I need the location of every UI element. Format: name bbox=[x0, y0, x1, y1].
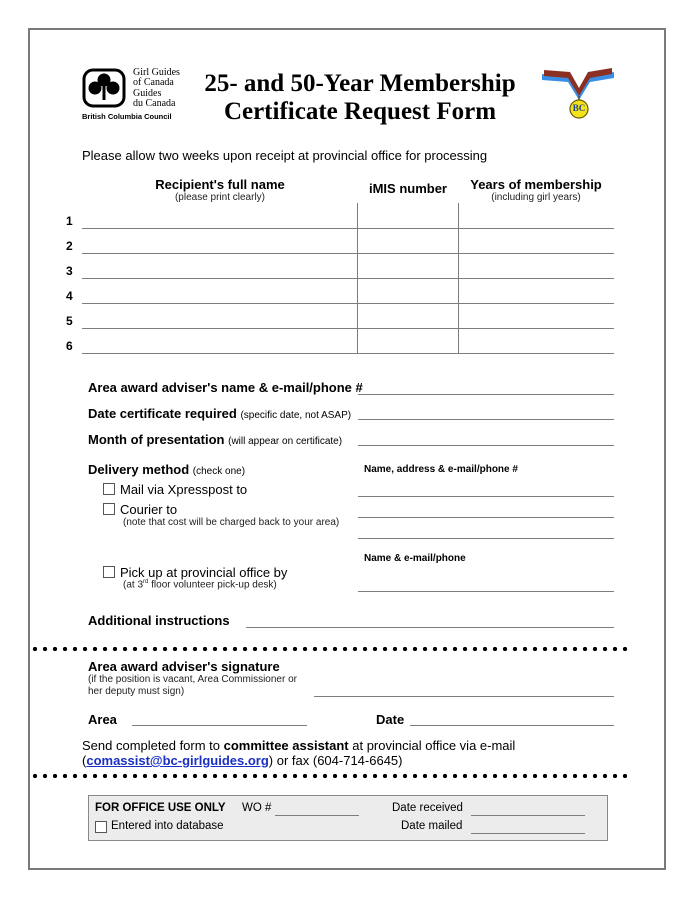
fax-text: ) or fax (604-714-6645) bbox=[268, 753, 403, 768]
entered-database-checkbox[interactable] bbox=[95, 821, 107, 833]
row-number: 3 bbox=[66, 264, 73, 278]
column-header-years bbox=[458, 177, 614, 203]
imis-number-input[interactable] bbox=[358, 253, 458, 254]
wo-label: WO # bbox=[242, 802, 272, 814]
imis-number-input[interactable] bbox=[358, 303, 458, 304]
years-membership-input[interactable] bbox=[459, 253, 614, 254]
column-header-label: Recipient's full name bbox=[155, 177, 285, 192]
month-text: Month of presentation bbox=[88, 432, 225, 447]
send-line-2 bbox=[82, 753, 515, 768]
office-use-box bbox=[88, 795, 608, 841]
month-input[interactable] bbox=[358, 445, 614, 446]
date-mailed-input[interactable] bbox=[471, 833, 585, 834]
years-membership-input[interactable] bbox=[459, 353, 614, 354]
recipient-name-input[interactable] bbox=[82, 328, 357, 329]
delivery-note: (check one) bbox=[192, 466, 246, 477]
column-header-label: Years of membership bbox=[470, 177, 602, 192]
date-required-note: (specific date, not ASAP) bbox=[240, 410, 352, 421]
date-required-input[interactable] bbox=[358, 419, 614, 420]
delivery-right-header-1: Name, address & e-mail/phone # bbox=[364, 464, 518, 475]
entered-database-label: Entered into database bbox=[111, 820, 224, 832]
trefoil-icon bbox=[82, 68, 126, 108]
org-name-line: Girl Guides bbox=[133, 67, 180, 78]
send-post: at provincial office via e-mail bbox=[348, 738, 516, 753]
org-name-line: du Canada bbox=[133, 98, 176, 109]
imis-number-input[interactable] bbox=[358, 353, 458, 354]
date-mailed-label: Date mailed bbox=[401, 820, 463, 832]
row-number: 5 bbox=[66, 314, 73, 328]
adviser-label: Area award adviser's name & e-mail/phone # bbox=[88, 380, 363, 395]
date-required-label bbox=[88, 406, 351, 421]
column-header-sub: (please print clearly) bbox=[174, 192, 266, 203]
intro-text: Please allow two weeks upon receipt at provincial office for processing bbox=[82, 148, 488, 163]
courier-checkbox[interactable] bbox=[103, 503, 115, 515]
send-instructions bbox=[82, 738, 515, 768]
recipient-name-input[interactable] bbox=[82, 278, 357, 279]
years-membership-input[interactable] bbox=[459, 328, 614, 329]
area-label: Area bbox=[88, 712, 117, 727]
recipient-name-input[interactable] bbox=[82, 228, 357, 229]
date-received-input[interactable] bbox=[471, 815, 585, 816]
imis-number-input[interactable] bbox=[358, 328, 458, 329]
column-header-name bbox=[110, 177, 330, 203]
dotted-divider bbox=[30, 646, 628, 652]
imis-number-input[interactable] bbox=[358, 278, 458, 279]
mail-checkbox[interactable] bbox=[103, 483, 115, 495]
row-number: 4 bbox=[66, 289, 73, 303]
page-title bbox=[190, 70, 530, 126]
send-recipient: committee assistant bbox=[223, 738, 349, 753]
council-name: British Columbia Council bbox=[82, 112, 172, 121]
recipient-name-input[interactable] bbox=[82, 303, 357, 304]
delivery-address-input-3[interactable] bbox=[358, 538, 614, 539]
delivery-address-input-1[interactable] bbox=[358, 496, 614, 497]
pickup-option-label: Pick up at provincial office by bbox=[120, 565, 288, 580]
office-title: FOR OFFICE USE ONLY bbox=[95, 802, 226, 814]
org-name-line: of Canada bbox=[133, 77, 174, 88]
recipient-name-input[interactable] bbox=[82, 353, 357, 354]
date-received-label: Date received bbox=[392, 802, 463, 814]
date-label: Date bbox=[376, 712, 405, 727]
month-note: (will appear on certificate) bbox=[228, 436, 343, 447]
signature-input[interactable] bbox=[314, 696, 614, 697]
delivery-text: Delivery method bbox=[88, 462, 190, 477]
pickup-note-pre: (at 3 bbox=[123, 579, 144, 591]
org-name-line: Guides bbox=[133, 88, 162, 99]
column-header-imis: iMIS number bbox=[368, 181, 447, 196]
years-membership-input[interactable] bbox=[459, 228, 614, 229]
years-membership-input[interactable] bbox=[459, 303, 614, 304]
pickup-note-post: floor volunteer pick-up desk) bbox=[148, 579, 277, 591]
recipient-name-input[interactable] bbox=[82, 253, 357, 254]
years-membership-input[interactable] bbox=[459, 278, 614, 279]
row-number: 2 bbox=[66, 239, 73, 253]
dotted-divider bbox=[30, 773, 628, 779]
date-required-text: Date certificate required bbox=[88, 406, 237, 421]
send-paren: ( bbox=[82, 753, 87, 768]
email-link[interactable]: comassist@bc-girlguides.org bbox=[86, 753, 269, 768]
send-pre: Send completed form to bbox=[82, 738, 224, 753]
pickup-note-sup: rd bbox=[143, 579, 149, 585]
adviser-input[interactable] bbox=[358, 394, 614, 395]
pickup-note bbox=[123, 579, 277, 590]
column-header-sub: (including girl years) bbox=[491, 192, 581, 203]
imis-number-input[interactable] bbox=[358, 228, 458, 229]
send-line-1 bbox=[82, 738, 515, 753]
courier-note: (note that cost will be charged back to your area) bbox=[123, 517, 340, 528]
additional-input[interactable] bbox=[246, 627, 614, 628]
delivery-label bbox=[88, 462, 245, 477]
title-line-1: 25- and 50-Year Membership bbox=[204, 70, 516, 97]
mail-option-label: Mail via Xpresspost to bbox=[120, 482, 248, 497]
title-line-2: Certificate Request Form bbox=[223, 98, 497, 125]
signature-label: Area award adviser's signature bbox=[88, 659, 280, 674]
pickup-contact-input[interactable] bbox=[358, 591, 614, 592]
row-number: 1 bbox=[66, 214, 73, 228]
signature-note-1: (if the position is vacant, Area Commissioner or bbox=[88, 674, 297, 685]
courier-option-label: Courier to bbox=[120, 502, 178, 517]
pickup-checkbox[interactable] bbox=[103, 566, 115, 578]
date-input[interactable] bbox=[410, 725, 614, 726]
signature-note-2: her deputy must sign) bbox=[88, 686, 185, 697]
row-number: 6 bbox=[66, 339, 73, 353]
bc-medal-logo bbox=[540, 66, 618, 120]
wo-input[interactable] bbox=[275, 815, 359, 816]
medal-text: BC bbox=[572, 103, 586, 113]
delivery-address-input-2[interactable] bbox=[358, 517, 614, 518]
month-label bbox=[88, 432, 342, 447]
additional-label: Additional instructions bbox=[88, 613, 230, 628]
area-input[interactable] bbox=[132, 725, 307, 726]
delivery-right-header-2: Name & e-mail/phone bbox=[364, 553, 466, 564]
